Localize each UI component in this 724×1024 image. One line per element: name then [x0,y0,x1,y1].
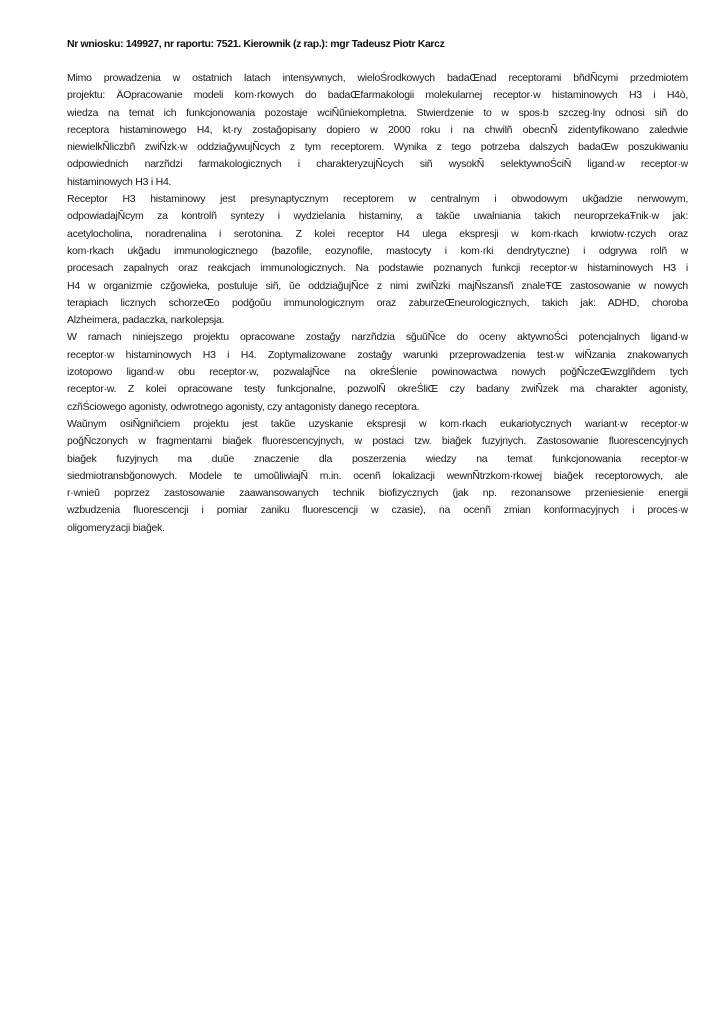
text-line: Alzheimera, padaczka, narkolepsja. [67,314,225,327]
text-line: projektu: ÄOpracowanie modeli kom·rkowych do badaŒfarmakologii molekularnej receptor·w histaminowych H3 i H4ò, [67,89,688,102]
text-line: oligomeryzacji biağek. [67,521,165,534]
text-line: H4 w organizmie czğowieka, postuluje siñ, ŭe oddziağujÑce z nimi zwiÑzki majÑszansñ znaleŦŒ zastosowanie w nowych [67,279,688,292]
text-line: odpowiednich narzñdzi farmakologicznych i charakteryzujÑcych siñ wysokÑ selektywnoŚciÑ ligand·w receptor·w [67,158,688,171]
text-line: siedmiotransbğonowych. Modele te umoŭliwiajÑ m.in. ocenñ lokalizacji wewnÑtrzkom·rkowej biağek receptorowych, ale [67,469,688,482]
text-line: r·wnieŭ poprzez zastosowanie zaawansowanych technik biofizycznych (jak np. rezonansowe przeniesienie energii [67,487,688,500]
text-line: histaminowych H3 i H4. [67,175,172,188]
text-line: wzbudzenia fluorescencji i pomiar zaniku fluorescencji w czasie), na ocenñ zmian konformacyjnych i proces·w [67,504,688,517]
report-header: Nr wniosku: 149927, nr raportu: 7521. Kierownik (z rap.): mgr Tadeusz Piotr Karcz [67,38,445,50]
text-line: terapiach licznych schorzeŒo podğoŭu immunologicznym oraz zaburzeŒneurologicznych, takich jak: ADHD, choroba [67,296,688,309]
text-line: acetylocholina, noradrenalina i serotonina. Z kolei receptor H4 ulega ekspresji w kom·rkach krwiotw·rczych oraz [67,227,688,240]
text-line: Receptor H3 histaminowy jest presynaptycznym receptorem w centralnym i obwodowym ukğadzie nerwowym, [67,193,688,206]
text-line: receptora histaminowego H4, kt·ry zostağopisany dopiero w 2000 roku i na chwilñ obecnÑ zidentyfikowano zaledwie [67,123,688,136]
text-line: kom·rkach ukğadu immunologicznego (bazofile, eozynofile, mastocyty i kom·rki dendrytyczne) i odgrywa rolñ w [67,244,688,257]
text-line: receptor·w. Z kolei opracowane testy funkcjonalne, pozwolÑ okreŚliŒ czy badany zwiÑzek ma charakter agonisty, [67,383,688,396]
text-line: biağek fuzyjnych ma duŭe znaczenie dla poszerzenia wiedzy na temat funkcjonowania receptor·w [67,452,688,465]
text-line: receptor·w histaminowych H3 i H4. Zoptymalizowane zostağy warunki przeprowadzenia test·w wiÑzania znakowanych [67,348,688,361]
text-line: poğÑczonych w fragmentami biağek fluorescencyjnych, w postaci tzw. biağek fuzyjnych. Zastosowanie fluorescencyjnych [67,435,688,448]
text-line: Mimo prowadzenia w ostatnich latach intensywnych, wieloŚrodkowych badaŒnad receptorami bñdÑcymi przedmiotem [67,72,688,84]
paragraph-receptors [67,191,688,329]
text-line: Waŭnym osiÑgniñciem projektu jest takŭe uzyskanie ekspresji w kom·rkach eukariotycznych wariant·w receptor·w [67,417,688,430]
report-body [67,70,688,537]
text-line: niewielkÑliczbñ zwiÑzk·w oddziağywujÑcych z tym receptorem. Wynika z tego potrzeba dalszych badaŒw poszukiwaniu [67,141,688,154]
paragraph-achievement [67,416,688,537]
text-line: izotopowo ligand·w obu receptor·w, pozwalajÑce na okreŚlenie powinowactwa nowych poğÑczeŒwzglñdem tych [67,366,688,379]
text-line: wiedza na temat ich funkcjonowania pozostaje wciÑŭniekompletna. Stwierdzenie to w spos·b szczeg·lny odnosi siñ do [67,106,688,119]
text-line: procesach zapalnych oraz reakcjach immunologicznych. Na podstawie poznanych funkcji receptor·w histaminowych H3 i [67,262,688,275]
paragraph-intro [67,70,688,191]
text-line: odpowiadajÑcym za kontrolñ syntezy i wydzielania histaminy, a takŭe uwalniania takich neuroprzekaŦnik·w jak: [67,210,688,223]
text-line: W ramach niniejszego projektu opracowane zostağy narzñdzia sğuŭÑce do oceny aktywnoŚci potencjalnych ligand·w [67,331,688,344]
text-line: czñŚciowego agonisty, odwrotnego agonisty, czy antagonisty danego receptora. [67,400,420,413]
paragraph-tools [67,329,688,415]
